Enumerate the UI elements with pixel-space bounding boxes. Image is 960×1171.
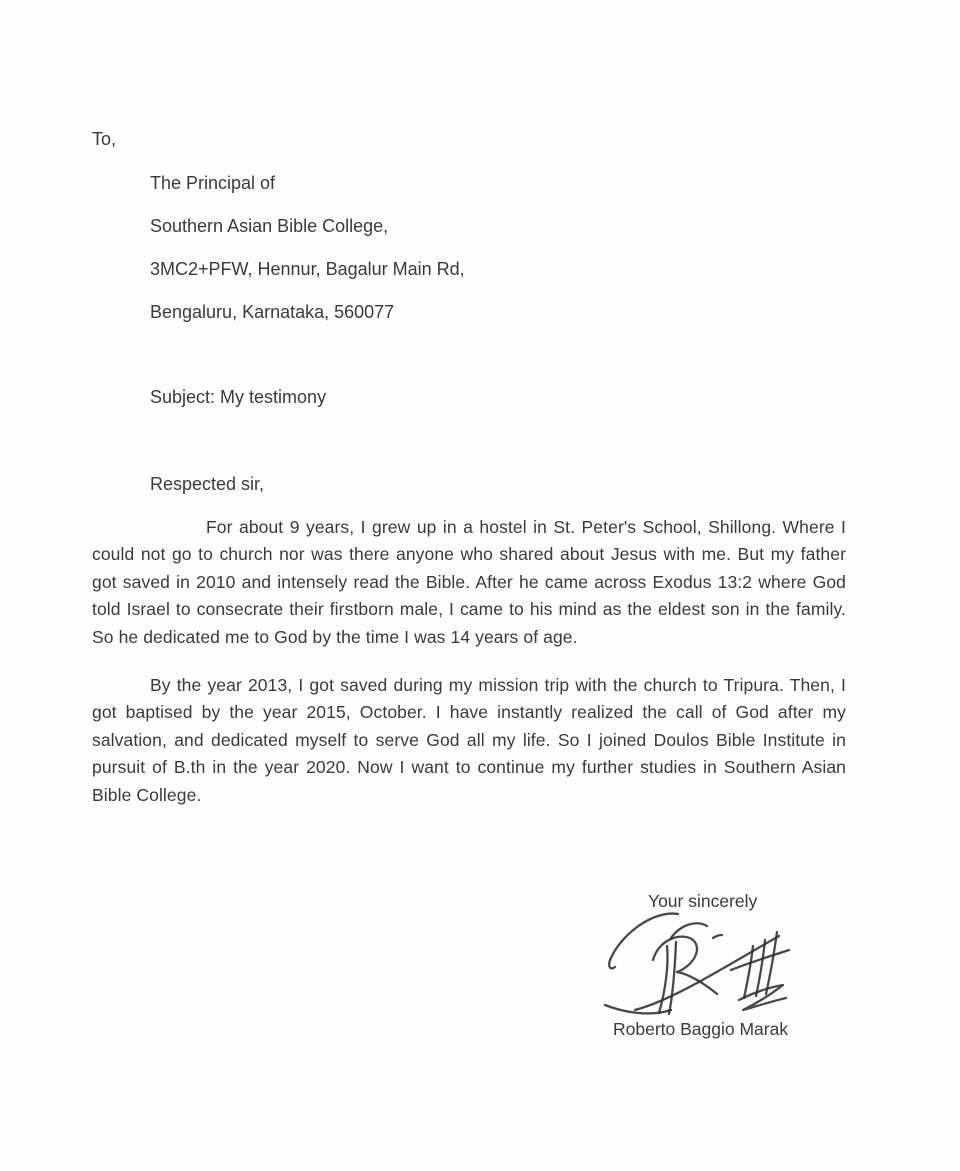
recipient-line-institution: Southern Asian Bible College, (150, 216, 389, 236)
signature-name: Roberto Baggio Marak (613, 1019, 789, 1039)
letter-body (92, 514, 846, 809)
to-label: To, (92, 129, 117, 149)
recipient-line-street: 3MC2+PFW, Hennur, Bagalur Main Rd, (150, 259, 465, 279)
body-paragraph-1: For about 9 years, I grew up in a hostel in St. Peter's School, Shillong. Where I could not go to church nor was there anyone who shared about Jesus with me. But my father got saved in 2010 and intensely read the Bible. After he came across Exodus 13:2 where God told Israel to consecrate their firstborn male, I came to his mind as the eldest son in the family. So he dedicated me to God by the time I was 14 years of age. (92, 517, 846, 647)
recipient-address-block (150, 162, 465, 334)
recipient-line-title: The Principal of (150, 173, 276, 193)
body-paragraph-2: By the year 2013, I got saved during my mission trip with the church to Tripura. Then, I got baptised by the year 2015, October. I have instantly realized the call of God after my salvation, and dedicated myself to serve God all my life. So I joined Doulos Bible Institute in pursuit of B.th in the year 2020. Now I want to continue my further studies in Southern Asian Bible College. (92, 675, 846, 805)
recipient-line-city: Bengaluru, Karnataka, 560077 (150, 302, 395, 322)
handwritten-signature-image (583, 908, 801, 1020)
closing-phrase: Your sincerely (648, 891, 758, 911)
subject-line: Subject: My testimony (150, 387, 327, 407)
salutation: Respected sir, (150, 474, 265, 494)
